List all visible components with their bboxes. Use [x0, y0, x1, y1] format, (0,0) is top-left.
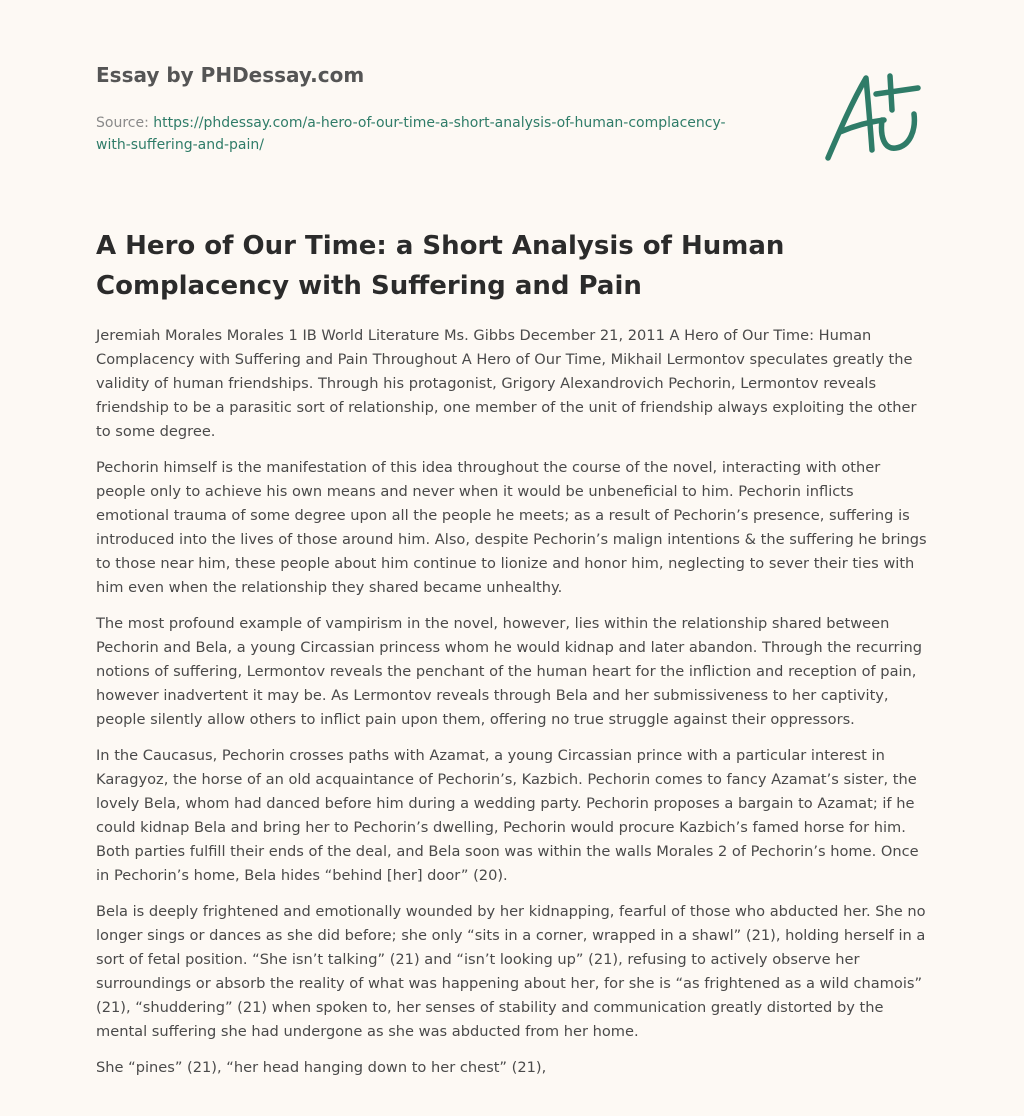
essay-paragraph: Bela is deeply frightened and emotionally wounded by her kidnapping, fearful of those who abducted her. She no longer sings or dances as she did before; she only “sits in a corner, wrapped in a shawl” (21), holding herself in a sort of fetal position. “She isn’t talking” (21) and “isn’t looking up” (21), refusing to actively observe her surroundings or absorb the reality of what was happening about her, for she is “as frightened as a wild chamois” (21), “shuddering” (21) when spoken to, her senses of stability and communication greatly distorted by the mental suffering she had undergone as she was abducted from her home. [96, 903, 926, 1040]
source-label: Source: [96, 115, 154, 131]
essay-paragraph: In the Caucasus, Pechorin crosses paths with Azamat, a young Circassian prince with a particular interest in Karagyoz, the horse of an old acquaintance of Pechorin’s, Kazbich. Pechorin comes to fancy Azamat’s sister, the lovely Bela, whom had danced before him during a wedding party. Pechorin proposes a bargain to Azamat; if he could kidnap Bela and bring her to Pechorin’s dwelling, Pechorin would procure Kazbich’s famed horse for him. Both parties fulfill their ends of the deal, and Bela soon was within the walls Morales 2 of Pechorin’s home. Once in Pechorin’s home, Bela hides “behind [her] door” (20). [96, 747, 919, 884]
site-brand: Essay by PHDessay.com [96, 63, 365, 87]
essay-body [96, 324, 928, 1092]
a-plus-logo-icon [818, 70, 922, 166]
essay-paragraph: Jeremiah Morales Morales 1 IB World Literature Ms. Gibbs December 21, 2011 A Hero of Our Time: Human Complacency with Suffering and Pain Throughout A Hero of Our Time, Mikhail Lermontov speculates greatly the validity of human friendships. Through his protagonist, Grigory Alexandrovich Pechorin, Lermontov reveals friendship to be a parasitic sort of relationship, one member of the unit of friendship always exploiting the other to some degree. [96, 327, 917, 440]
essay-paragraph: Pechorin himself is the manifestation of this idea throughout the course of the novel, interacting with other people only to achieve his own means and never when it would be unbeneficial to him. Pechorin inflicts emotional trauma of some degree upon all the people he meets; as a result of Pechorin’s presence, suffering is introduced into the lives of those around him. Also, despite Pechorin’s malign intentions & the suffering he brings to those near him, these people about him continue to lionize and honor him, neglecting to sever their ties with him even when the relationship they shared became unhealthy. [96, 459, 927, 596]
essay-paragraph: The most profound example of vampirism in the novel, however, lies within the relationship shared between Pechorin and Bela, a young Circassian princess whom he would kidnap and later abandon. Through the recurring notions of suffering, Lermontov reveals the penchant of the human heart for the infliction and reception of pain, however inadvertent it may be. As Lermontov reveals through Bela and her submissiveness to her captivity, people silently allow others to inflict pain upon them, offering no true struggle against their oppressors. [96, 615, 923, 728]
source-line [96, 112, 736, 156]
essay-page [96, 0, 928, 1076]
essay-paragraph: She “pines” (21), “her head hanging down to her chest” (21), [96, 1059, 547, 1076]
source-link[interactable]: https://phdessay.com/a-hero-of-our-time-a-short-analysis-of-human-complacency-with-suffering-and-pain/ [96, 115, 726, 153]
essay-title: A Hero of Our Time: a Short Analysis of Human Complacency with Suffering and Pain [96, 231, 785, 301]
page-header [96, 0, 928, 180]
